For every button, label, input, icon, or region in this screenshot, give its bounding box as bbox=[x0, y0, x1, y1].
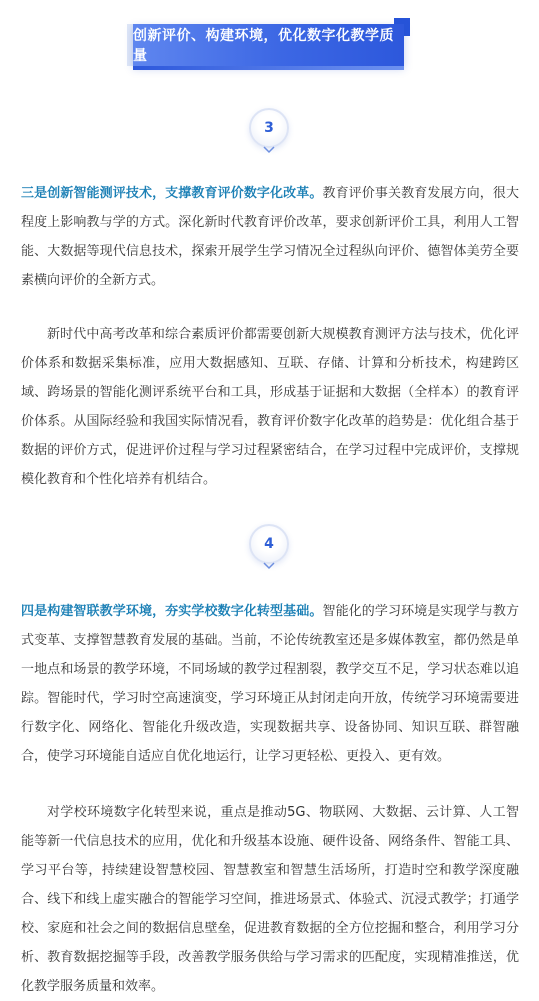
paragraph bbox=[21, 179, 519, 295]
chevron-down-icon bbox=[263, 562, 275, 570]
section-number: 3 bbox=[264, 120, 274, 136]
paragraph bbox=[21, 597, 519, 771]
page-title: 创新评价、构建环境，优化数字化教学质量 bbox=[133, 28, 394, 64]
header-banner bbox=[127, 18, 410, 72]
paragraph bbox=[21, 798, 519, 1001]
paragraph-text: 新时代中高考改革和综合素质评价都需要创新大规模教育测评方法与技术，优化评价体系和数据采集标准，应用大数据感知、互联、存储、计算和分析技术，构建跨区域、跨场景的智能化测评系统平台和工具，形成基于证据和大数据（全样本）的教育评价体系。从国际经验和我国实际情况看，教育评价数字化改革的趋势是：优化组合基于数据的评价方式，促进评价过程与学习过程紧密结合，在学习过程中完成评价，支撑规模化教育和个性化培养有机结合。 bbox=[21, 327, 519, 487]
chevron-down-icon bbox=[263, 146, 275, 154]
banner-box bbox=[133, 24, 404, 66]
section-number-badge bbox=[249, 524, 289, 564]
paragraph-text: 对学校环境数字化转型来说，重点是推动5G、物联网、大数据、云计算、人工智能等新一代信息技术的应用，优化和升级基本设施、硬件设备、网络条件、智能工具、学习平台等，持续建设智慧校园、智慧教室和智慧生活场所，打造时空和教学深度融合、线下和线上虚实融合的智能学习空间，推进场景式、体验式、沉浸式教学；打通学校、家庭和社会之间的数据信息壁垒，促进教育数据的全方位挖掘和整合，利用学习分析、教育数据挖掘等手段，改善教学服务供给与学习需求的匹配度，实现精准推送，优化教学服务质量和效率。 bbox=[21, 805, 519, 994]
banner-underline bbox=[133, 66, 404, 70]
section-number-badge bbox=[249, 108, 289, 148]
paragraph-text: 智能化的学习环境是实现学与教方式变革、支撑智慧教育发展的基础。当前，不论传统教室还是多媒体教室，都仍然是单一地点和场景的教学环境，不同场域的教学过程割裂，教学交互不足，学习状态难以追踪。智能时代，学习时空高速演变，学习环境正从封闭走向开放，传统学习环境需要进行数字化、网络化、智能化升级改造，实现数据共享、设备协同、知识互联、群智融合，使学习环境能自适应自优化地运行，让学习更轻松、更投入、更有效。 bbox=[21, 604, 519, 764]
paragraph bbox=[21, 320, 519, 494]
section-number: 4 bbox=[264, 536, 274, 552]
paragraph-highlight: 四是构建智联教学环境，夯实学校数字化转型基础。 bbox=[21, 604, 323, 619]
number-circle bbox=[249, 524, 289, 564]
paragraph-text: 教育评价事关教育发展方向，很大程度上影响教与学的方式。深化新时代教育评价改革，要求创新评价工具，利用人工智能、大数据等现代信息技术，探索开展学生学习情况全过程纵向评价、德智体美劳全要素横向评价的全新方式。 bbox=[21, 186, 519, 288]
paragraph-highlight: 三是创新智能测评技术，支撑教育评价数字化改革。 bbox=[21, 186, 323, 201]
number-circle bbox=[249, 108, 289, 148]
